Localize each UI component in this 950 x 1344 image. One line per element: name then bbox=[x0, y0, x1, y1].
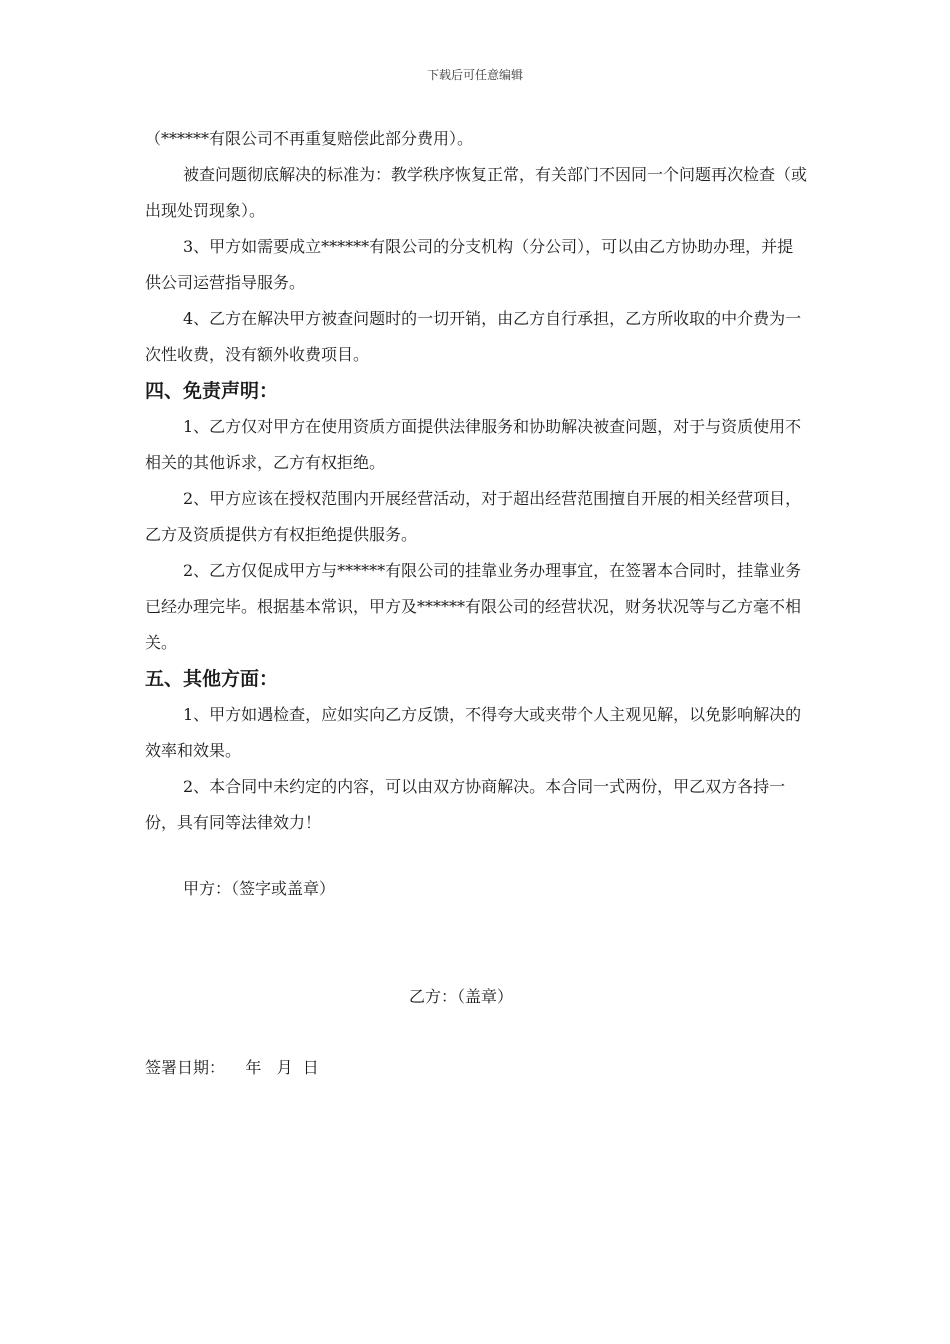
paragraph: 2、本合同中未约定的内容，可以由双方协商解决。本合同一式两份，甲乙双方各持一份，具有同等法律效力！ bbox=[145, 777, 786, 832]
paragraph: 2、乙方仅促成甲方与******有限公司的挂靠业务办理事宜，在签署本合同时，挂靠业务已经办理完毕。根据基本常识，甲方及******有限公司的经营状况，财务状况等与乙方毫不相关。 bbox=[145, 561, 802, 652]
paragraph: 3、甲方如需要成立******有限公司的分支机构（分公司），可以由乙方协助办理，并提供公司运营指导服务。 bbox=[145, 237, 794, 292]
document-body bbox=[145, 121, 807, 841]
section-heading: 四、免责声明： bbox=[145, 380, 279, 402]
paragraph: 2、甲方应该在授权范围内开展经营活动，对于超出经营范围擅自开展的相关经营项目，乙方及资质提供方有权拒绝提供服务。 bbox=[145, 489, 802, 544]
paragraph: 1、乙方仅对甲方在使用资质方面提供法律服务和协助解决被查问题，对于与资质使用不相关的其他诉求，乙方有权拒绝。 bbox=[145, 417, 802, 472]
party-a-signature-line: 甲方：（签字或盖章） bbox=[183, 879, 336, 898]
paragraph: 1、甲方如遇检查，应如实向乙方反馈，不得夸大或夹带个人主观见解，以免影响解决的效率和效果。 bbox=[145, 705, 802, 760]
paragraph: 4、乙方在解决甲方被查问题时的一切开销，由乙方自行承担，乙方所收取的中介费为一次性收费，没有额外收费项目。 bbox=[145, 309, 802, 364]
page-header: 下载后可任意编辑 bbox=[426, 68, 523, 82]
paragraph: （******有限公司不再重复赔偿此部分费用）。 bbox=[145, 129, 474, 148]
section-heading: 五、其他方面： bbox=[145, 668, 279, 690]
signing-date-line: 签署日期： 年 月 日 bbox=[145, 1058, 319, 1077]
paragraph: 被查问题彻底解决的标准为：教学秩序恢复正常，有关部门不因同一个问题再次检查（或出现处罚现象）。 bbox=[145, 165, 808, 220]
party-b-signature-line: 乙方：（盖章） bbox=[409, 987, 514, 1006]
